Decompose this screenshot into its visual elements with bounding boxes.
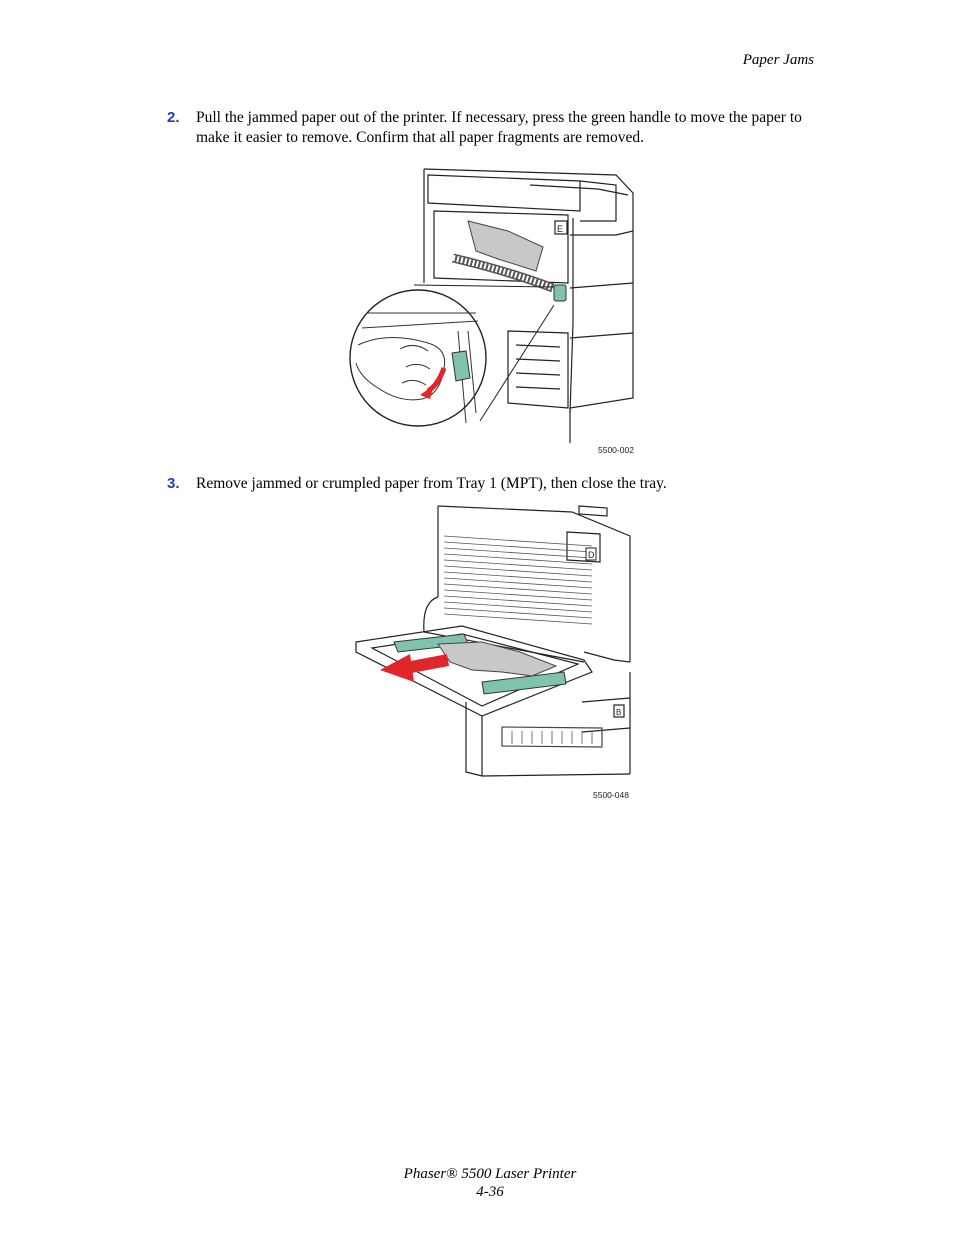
door-label-b: B — [616, 708, 622, 717]
step-text: Remove jammed or crumpled paper from Tray 1 (MPT), then close the tray. — [196, 475, 667, 492]
door-label-d: D — [588, 550, 595, 560]
running-header: Paper Jams — [742, 52, 814, 68]
step-2 — [167, 108, 817, 148]
figure-id: 5500-048 — [593, 790, 629, 800]
step-number: 2. — [167, 109, 180, 126]
step-text: Pull the jammed paper out of the printer. If necessary, press the green handle to move the paper to make it easier to remove. Confirm that all paper fragments are removed. — [196, 109, 802, 146]
figure-tray1-jam — [352, 502, 634, 800]
footer — [0, 1165, 954, 1201]
figure-fuser-jam — [348, 163, 638, 455]
step-number: 3. — [167, 475, 180, 492]
tray1-mpt-illustration — [352, 502, 634, 780]
footer-page-number: 4-36 — [476, 1184, 504, 1200]
footer-product: Phaser® 5500 Laser Printer — [403, 1166, 577, 1182]
step-3 — [167, 474, 817, 494]
figure-id: 5500-002 — [598, 445, 634, 455]
printer-door-e-illustration — [348, 163, 638, 445]
door-label-e: E — [557, 224, 564, 234]
